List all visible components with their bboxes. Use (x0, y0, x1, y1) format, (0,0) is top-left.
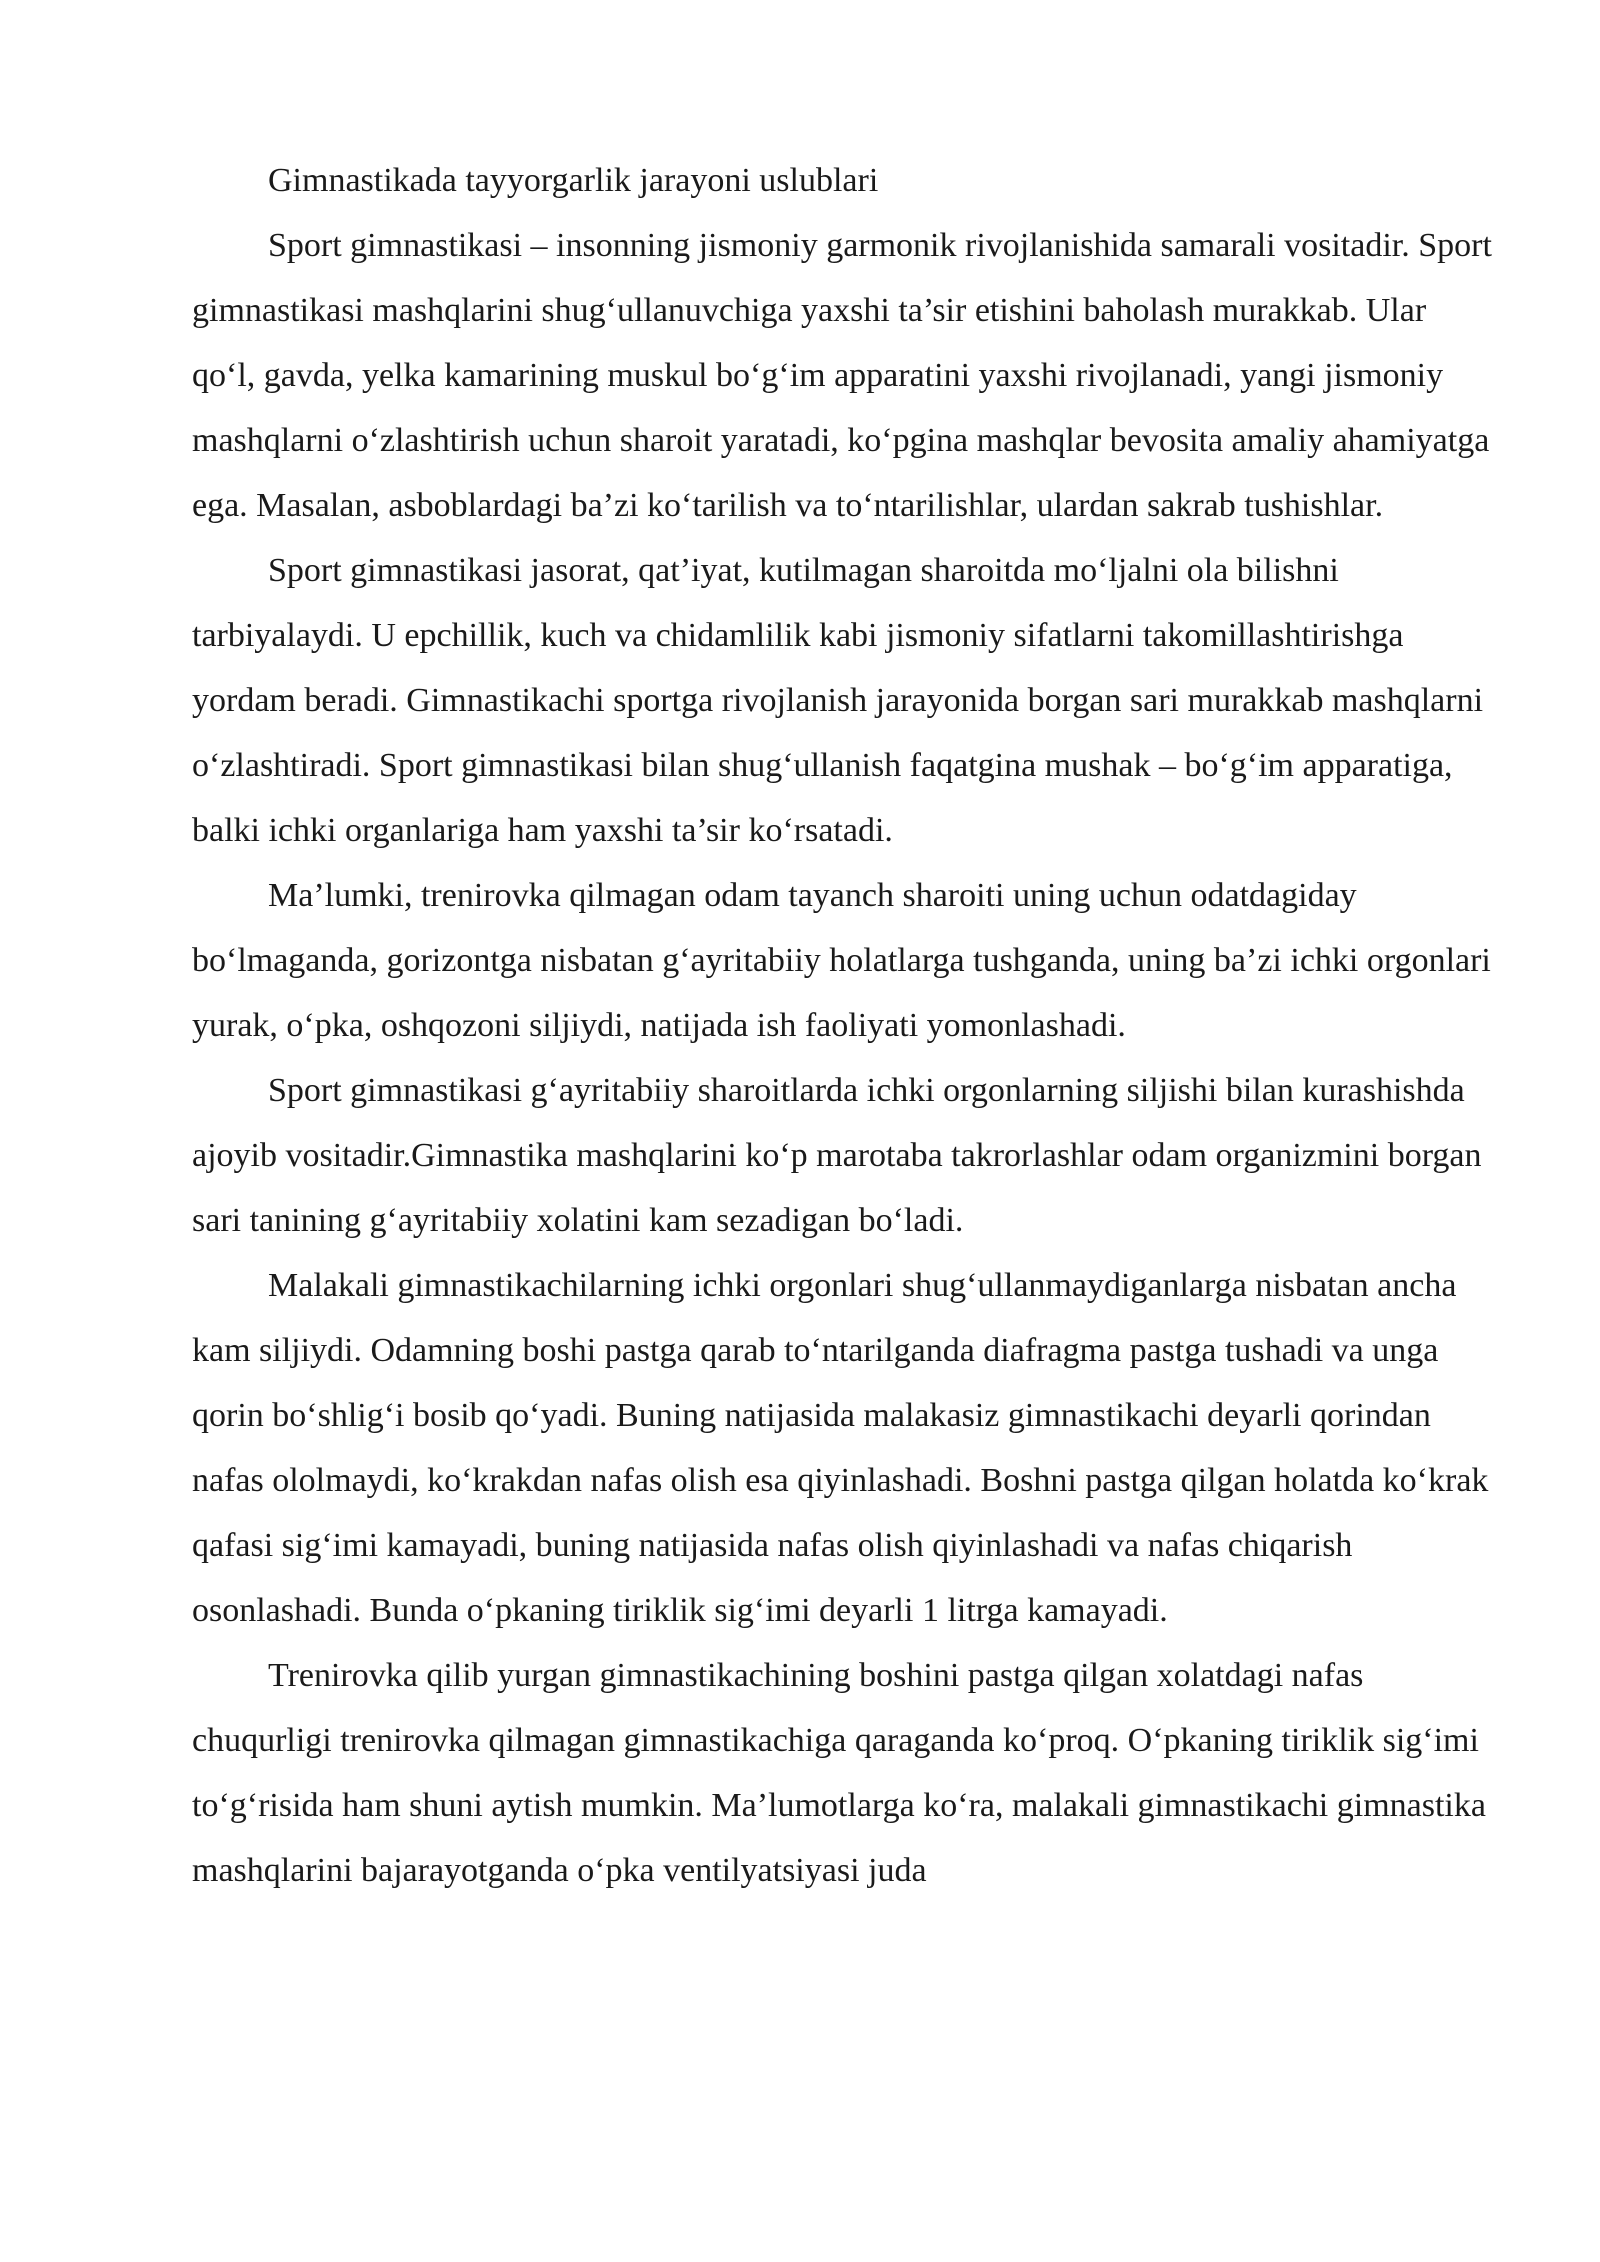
paragraph-2: Sport gimnastikasi jasorat, qat’iyat, kutilmagan sharoitda mo‘ljalni ola bilishni tarbiyalaydi. U epchillik, kuch va chidamlilik kabi jismoniy sifatlarni takomillashtirishga yordam beradi. Gimnastikachi sportga rivojlanish jarayonida borgan sari murakkab mashqlarni o‘zlashtiradi. Sport gimnastikasi bilan shug‘ullanish faqatgina mushak – bo‘g‘im apparatiga, balki ichki organlariga ham yaxshi ta’sir ko‘rsatadi. (192, 552, 1484, 849)
paragraph-6: Trenirovka qilib yurgan gimnastikachining boshini pastga qilgan xolatdagi nafas chuqurligi trenirovka qilmagan gimnastikachiga qaraganda ko‘proq. O‘pkaning tiriklik sig‘imi to‘g‘risida ham shuni aytish mumkin. Ma’lumotlarga ko‘ra, malakali gimnastikachi gimnastika mashqlarini bajarayotganda o‘pka ventilyatsiyasi juda (192, 1657, 1486, 1889)
paragraph-5: Malakali gimnastikachilarning ichki orgonlari shug‘ullanmaydiganlarga nisbatan ancha kam siljiydi. Odamning boshi pastga qarab to‘ntarilganda diafragma pastga tushadi va unga qorin bo‘shlig‘i bosib qo‘yadi. Buning natijasida malakasiz gimnastikachi deyarli qorindan nafas ololmaydi, ko‘krakdan nafas olish esa qiyinlashadi. Boshni pastga qilgan holatda ko‘krak qafasi sig‘imi kamayadi, buning natijasida nafas olish qiyinlashadi va nafas chiqarish osonlashadi. Bunda o‘pkaning tiriklik sig‘imi deyarli 1 litrga kamayadi. (192, 1267, 1489, 1629)
paragraph-1: Sport gimnastikasi – insonning jismoniy garmonik rivojlanishida samarali vositadir. Sport gimnastikasi mashqlarini shug‘ullanuvchiga yaxshi ta’sir etishini baholash murakkab. Ular qo‘l, gavda, yelka kamarining muskul bo‘g‘im apparatini yaxshi rivojlanadi, yangi jismoniy mashqlarni o‘zlashtirish uchun sharoit yaratadi, ko‘pgina mashqlar bevosita amaliy ahamiyatga ega. Masalan, asboblardagi ba’zi ko‘tarilish va to‘ntarilishlar, ulardan sakrab tushishlar. (192, 227, 1492, 524)
paragraph-3: Ma’lumki, trenirovka qilmagan odam tayanch sharoiti uning uchun odatdagiday bo‘lmaganda, gorizontga nisbatan g‘ayritabiiy holatlarga tushganda, uning ba’zi ichki orgonlari yurak, o‘pka, oshqozoni siljiydi, natijada ish faoliyati yomonlashadi. (192, 877, 1491, 1044)
document-title: Gimnastikada tayyorgarlik jarayoni uslublari (268, 162, 879, 199)
document-body (192, 148, 1492, 1903)
paragraph-4: Sport gimnastikasi g‘ayritabiiy sharoitlarda ichki orgonlarning siljishi bilan kurashishda ajoyib vositadir.Gimnastika mashqlarini ko‘p marotaba takrorlashlar odam organizmini borgan sari tanining g‘ayritabiiy xolatini kam sezadigan bo‘ladi. (192, 1072, 1482, 1239)
